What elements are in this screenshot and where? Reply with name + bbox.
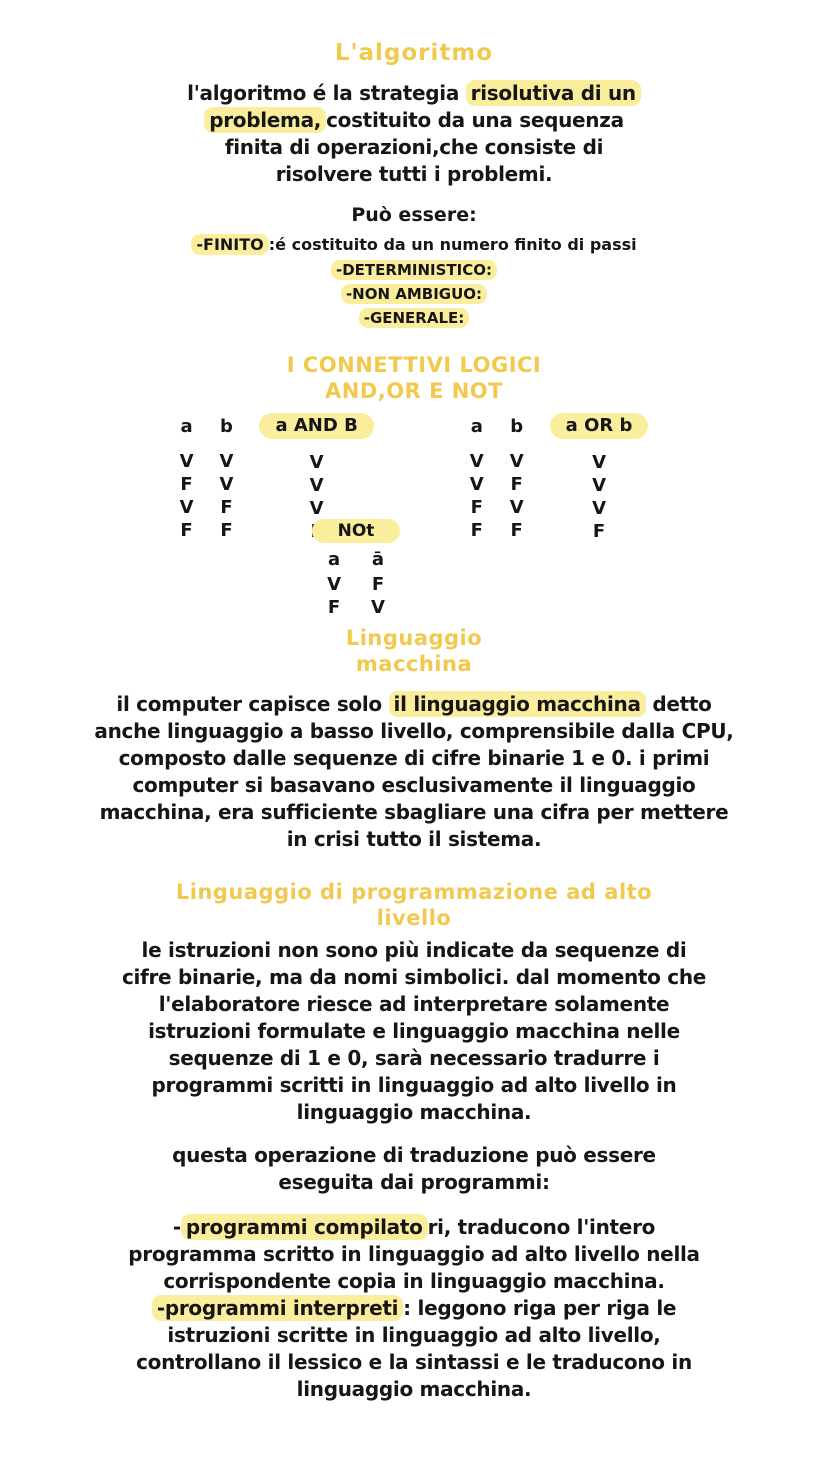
- truth-column-header: a OR b: [550, 413, 649, 439]
- programmi-paragraph: [0, 1214, 828, 1403]
- plain-text: finita di operazioni,che consiste di: [224, 135, 604, 159]
- truth-cell: V: [309, 475, 324, 496]
- plain-text: programma scritto in linguaggio ad alto livello nella: [128, 1242, 700, 1266]
- highlighted-text: -DETERMINISTICO:: [331, 260, 497, 280]
- plain-text: macchina, era sufficiente sbagliare una cifra per mettere: [99, 800, 729, 824]
- truth-column-header: b: [510, 416, 524, 437]
- highlighted-text: problema,: [204, 107, 326, 133]
- truth-column-header: a: [470, 416, 483, 437]
- plain-text: corrispondente copia in linguaggio macchina.: [163, 1269, 665, 1293]
- plain-text: linguaggio macchina.: [296, 1100, 532, 1124]
- truth-column: [371, 549, 385, 619]
- truth-cell: F: [510, 520, 523, 541]
- puo-essere-heading: Può essere:: [351, 204, 477, 226]
- plain-text: cifre binarie, ma da nomi simbolici. dal momento che: [121, 965, 707, 989]
- linguaggio-macchina-title-line1: Linguaggio: [345, 626, 483, 650]
- truth-cell: V: [219, 474, 234, 495]
- truth-cell: F: [470, 497, 483, 518]
- page-title: L'algoritmo: [334, 40, 494, 66]
- highlighted-text: il linguaggio macchina: [389, 691, 646, 717]
- plain-text: composto dalle sequenze di cifre binarie 1 e 0. i primi: [118, 746, 710, 770]
- truth-column-header: a: [327, 549, 341, 570]
- text-line: [0, 134, 828, 161]
- highlighted-text: -NON AMBIGUO:: [341, 284, 487, 304]
- plain-text: risolvere tutti i problemi.: [275, 162, 553, 186]
- text-line: [0, 1045, 828, 1072]
- truth-cell: V: [309, 498, 324, 519]
- plain-text: ri, traducono l'intero: [427, 1215, 656, 1239]
- truth-cell: V: [592, 498, 606, 519]
- text-line: [0, 1349, 828, 1376]
- truth-cell: F: [180, 474, 193, 495]
- truth-cell: V: [371, 597, 385, 618]
- truth-cell: V: [509, 451, 524, 472]
- text-line: [0, 1376, 828, 1403]
- text-line: [0, 745, 828, 772]
- plain-text: questa operazione di traduzione può essere: [172, 1143, 656, 1167]
- linguaggio-macchina-title-line2: macchina: [355, 652, 473, 676]
- text-line: [0, 282, 828, 306]
- plain-text: costituito da una sequenza: [326, 108, 624, 132]
- plain-text: eseguita dai programmi:: [278, 1170, 550, 1194]
- plain-text: detto: [645, 692, 712, 716]
- linguaggio-macchina-title: [0, 625, 828, 677]
- truth-cell: V: [179, 451, 194, 472]
- plain-text: controllano il lessico e la sintassi e le traducono in: [136, 1350, 692, 1374]
- text-line: [0, 1268, 828, 1295]
- text-line: [0, 1142, 828, 1169]
- text-line: [0, 1295, 828, 1322]
- plain-text: :é costituito da un numero finito di passi: [268, 235, 637, 254]
- connettivi-title: [0, 352, 828, 404]
- highlighted-text: risolutiva di un: [466, 80, 641, 106]
- truth-cell: V: [219, 451, 234, 472]
- truth-cell: F: [327, 597, 341, 618]
- text-line: [0, 1099, 828, 1126]
- plain-text: anche linguaggio a basso livello, comprensibile dalla CPU,: [94, 719, 734, 743]
- algoritmo-paragraph: [0, 80, 828, 188]
- truth-column-header: a: [180, 416, 193, 437]
- truth-cell: V: [309, 452, 324, 473]
- alto-livello-title-line2: livello: [376, 906, 452, 930]
- text-line: [0, 1072, 828, 1099]
- truth-cell: F: [180, 520, 193, 541]
- text-line: [0, 691, 828, 718]
- text-line: [0, 1169, 828, 1196]
- text-line: [0, 799, 828, 826]
- alto-livello-title: [0, 879, 828, 931]
- text-line: [0, 1018, 828, 1045]
- truth-cell: V: [509, 497, 524, 518]
- text-line: [0, 1322, 828, 1349]
- plain-text: le istruzioni non sono più indicate da sequenze di: [141, 938, 687, 962]
- alto-livello-title-line1: Linguaggio di programmazione ad alto: [175, 880, 653, 904]
- text-line: [0, 826, 828, 853]
- linguaggio-macchina-paragraph: [0, 691, 828, 853]
- truth-cell: V: [179, 497, 194, 518]
- not-truth-table: [0, 549, 770, 619]
- plain-text: istruzioni scritte in linguaggio ad alto livello,: [167, 1323, 661, 1347]
- truth-cell: F: [220, 520, 233, 541]
- plain-text: linguaggio macchina.: [296, 1377, 532, 1401]
- truth-cell: V: [469, 451, 484, 472]
- highlighted-text: -GENERALE:: [359, 308, 470, 328]
- truth-cell: V: [592, 452, 606, 473]
- text-line: [0, 107, 828, 134]
- truth-cell: V: [592, 475, 606, 496]
- text-line: [0, 306, 828, 330]
- text-line: [0, 232, 828, 258]
- truth-cell: F: [220, 497, 233, 518]
- truth-column: [327, 549, 341, 619]
- text-line: [0, 964, 828, 991]
- traduzione-paragraph: [0, 1142, 828, 1196]
- highlighted-text: programmi compilato: [181, 1214, 428, 1240]
- text-line: [0, 772, 828, 799]
- connettivi-title-line2: AND,OR E NOT: [325, 379, 503, 403]
- truth-cell: F: [592, 521, 606, 542]
- text-line: [0, 991, 828, 1018]
- truth-column-header: ā: [371, 549, 385, 570]
- not-label: NOt: [312, 519, 401, 543]
- highlighted-text: -FINITO: [191, 234, 268, 255]
- connettivi-title-line1: I CONNETTIVI LOGICI: [286, 353, 542, 377]
- truth-column-header: b: [220, 416, 233, 437]
- plain-text: : leggono riga per riga le: [403, 1296, 677, 1320]
- truth-cell: F: [510, 474, 523, 495]
- plain-text: computer si basavano esclusivamente il linguaggio: [132, 773, 696, 797]
- truth-column-header: a AND B: [259, 413, 373, 439]
- alto-livello-paragraph: [0, 937, 828, 1126]
- plain-text: -: [172, 1215, 181, 1239]
- plain-text: l'elaboratore riesce ad interpretare solamente: [158, 992, 670, 1016]
- truth-cell: V: [327, 574, 341, 595]
- text-line: [0, 937, 828, 964]
- plain-text: programmi scritti in linguaggio ad alto livello in: [151, 1073, 677, 1097]
- text-line: [0, 161, 828, 188]
- plain-text: in crisi tutto il sistema.: [286, 827, 542, 851]
- truth-cell: F: [371, 574, 385, 595]
- highlighted-text: -programmi interpreti: [152, 1295, 403, 1321]
- text-line: [0, 258, 828, 282]
- truth-cell: V: [469, 474, 484, 495]
- plain-text: l'algoritmo é la strategia: [187, 81, 466, 105]
- plain-text: il computer capisce solo: [116, 692, 389, 716]
- truth-cell: F: [470, 520, 483, 541]
- plain-text: istruzioni formulate e linguaggio macchina nelle: [148, 1019, 680, 1043]
- not-table-block: [0, 519, 770, 619]
- text-line: [0, 1241, 828, 1268]
- text-line: [0, 1214, 828, 1241]
- plain-text: sequenze di 1 e 0, sarà necessario tradurre i: [168, 1046, 660, 1070]
- text-line: [0, 718, 828, 745]
- text-line: [0, 80, 828, 107]
- puo-essere-list: [0, 232, 828, 330]
